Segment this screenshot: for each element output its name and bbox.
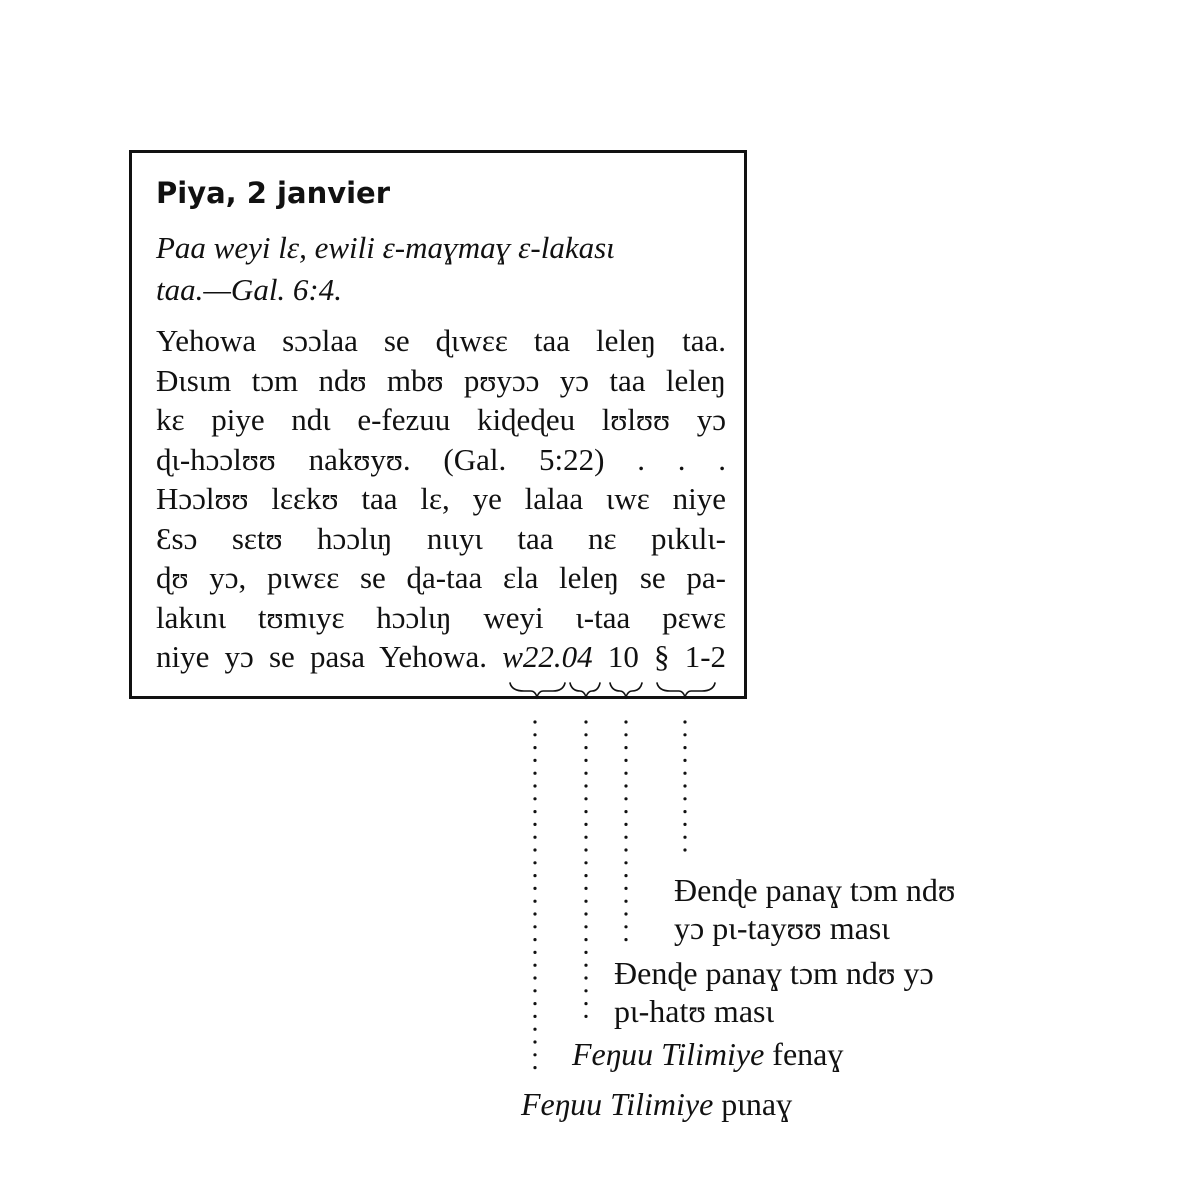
comment-line: ɖɩ-hɔɔlʊʊ nakʊyʊ. (Gal. 5:22) . . . [156,441,726,477]
year-label-rest: pɩnaɣ [713,1086,793,1122]
year-label-title: Feŋuu Tilimiye [521,1086,714,1122]
comment-text [156,321,726,677]
comment-last-text: niye yɔ se pasa Yehowa. [156,639,488,674]
date-heading: Piya, 2 janvier [156,176,391,210]
comment-line: kɛ piye ndɩ e-fezuu kiɖeɖeu lʊlʊʊ yɔ [156,402,726,437]
paragraph-label [674,871,955,947]
comment-line: lakɩnɩ tʊmɩyɛ hɔɔlɩŋ weyi ɩ-taa pɛwɛ [156,599,726,635]
article-label-line-1: Ɖenɖe panaɣ tɔm ndʊ yɔ [614,955,934,991]
reference-article: 10 [607,639,639,674]
comment-line: Ɖɩsɩm tɔm ndʊ mbʊ pʊyɔɔ yɔ taa leleŋ [156,362,726,398]
month-label [572,1035,843,1073]
scripture-line-2: taa.—Gal. 6:4. [156,272,342,307]
comment-last-line [156,637,726,677]
article-label-line-2: pɩ-hatʊ masɩ [614,993,775,1029]
year-label [521,1085,792,1123]
month-label-rest: fenaɣ [764,1036,844,1072]
comment-line: Ɛsɔ sɛtʊ hɔɔlɩŋ nɩɩyɩ taa nɛ pɩkɩlɩ- [156,520,726,556]
comment-line: ɖʊ yɔ, pɩwɛɛ se ɖa-taa ɛla leleŋ se pa- [156,560,726,595]
scripture-line-1: Paa weyi lɛ, ewili ɛ-maɣmaɣ ɛ-lakasɩ [156,230,615,265]
theme-scripture [156,227,726,311]
reference-citation [502,639,726,674]
reference-month: .04 [553,639,593,674]
article-label [614,954,934,1030]
reference-year: w22 [502,639,554,674]
daily-text-card [129,150,747,699]
paragraph-label-line-1: Ɖenɖe panaɣ tɔm ndʊ [674,872,956,908]
comment-line: Yehowa sɔɔlaa se ɖɩwɛɛ taa leleŋ taa. [156,323,726,358]
paragraph-label-line-2: yɔ pɩ-tayʊʊ masɩ [674,910,890,946]
comment-line: Hɔɔlʊʊ lɛɛkʊ taa lɛ, ye lalaa ɩwɛ niye [156,481,726,516]
month-label-title: Feŋuu Tilimiye [572,1036,765,1072]
reference-paragraph: § 1-2 [654,639,727,674]
